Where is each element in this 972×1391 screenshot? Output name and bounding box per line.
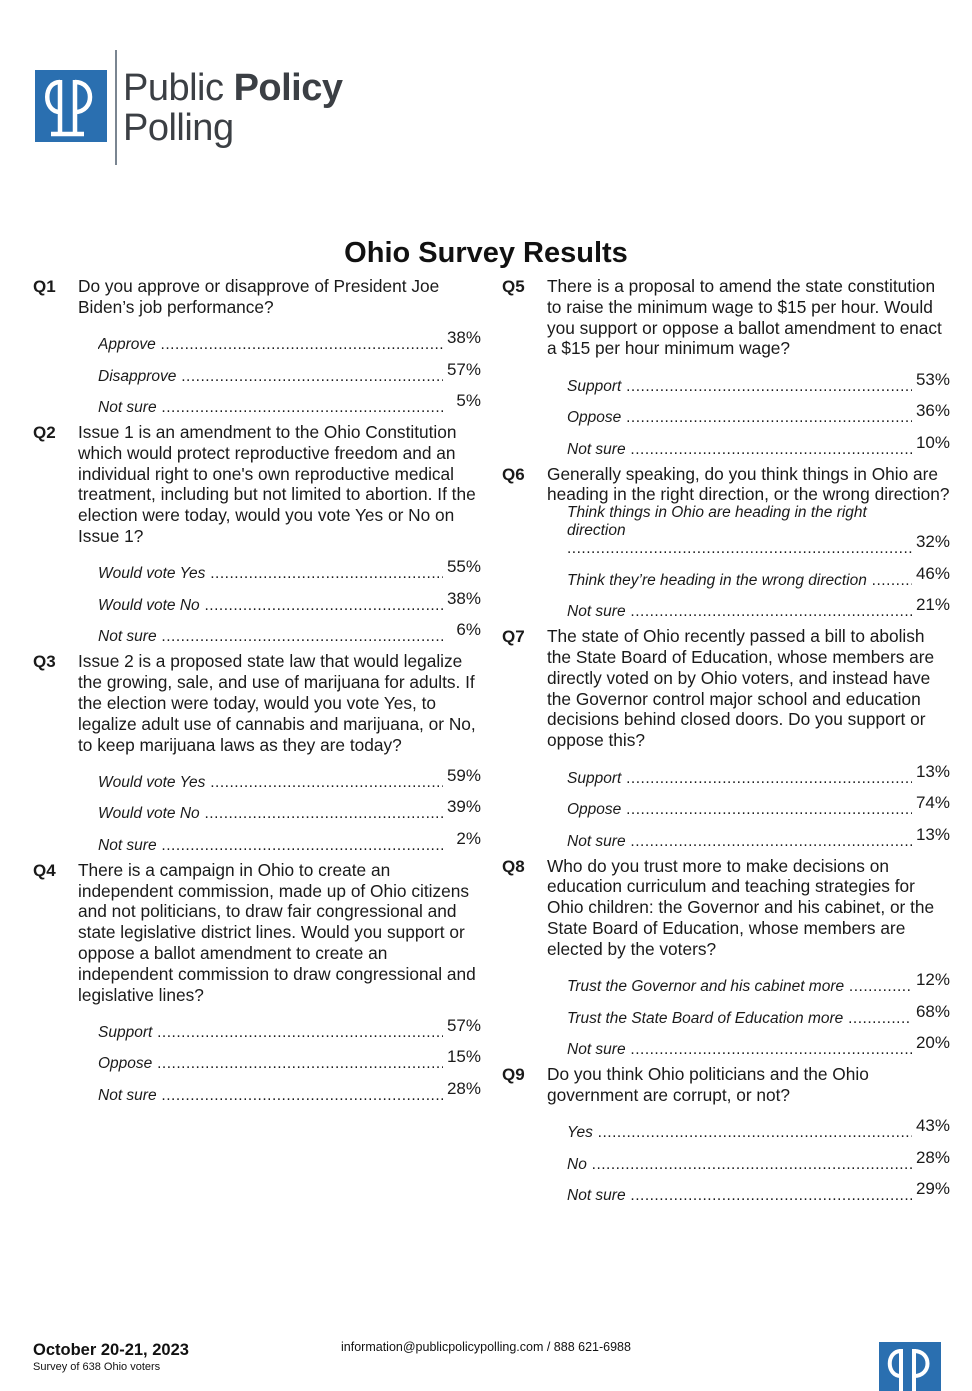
answer-value: 12% bbox=[915, 970, 950, 990]
question-number: Q1 bbox=[33, 277, 56, 296]
question-number: Q6 bbox=[502, 464, 525, 484]
ppp-logo-mark-icon bbox=[35, 70, 107, 142]
answer-row bbox=[567, 397, 950, 429]
answer-row bbox=[98, 793, 481, 825]
answer-value: 38% bbox=[446, 328, 481, 348]
answer-row bbox=[567, 997, 950, 1029]
answer-row bbox=[98, 761, 481, 793]
answer-row bbox=[98, 387, 481, 419]
answer-list bbox=[567, 1112, 950, 1207]
answer-value: 28% bbox=[446, 1078, 481, 1098]
question-number: Q7 bbox=[502, 627, 525, 647]
answer-list bbox=[567, 966, 950, 1061]
question-q7 bbox=[502, 626, 950, 851]
answer-row bbox=[98, 1043, 481, 1075]
answer-row bbox=[567, 1175, 950, 1207]
answer-value: 10% bbox=[915, 432, 950, 452]
answer-row bbox=[567, 1029, 950, 1061]
answer-row bbox=[567, 591, 950, 623]
answer-row bbox=[98, 1011, 481, 1043]
question-number: Q3 bbox=[33, 652, 56, 672]
answer-row bbox=[567, 559, 950, 591]
question-text: There is a proposal to amend the state constitution to raise the minimum wage to $15 per hour. Would you support or oppose a ballot amendment to enact a $15 per hour minimum wage? bbox=[547, 276, 942, 359]
answer-value: 20% bbox=[915, 1033, 950, 1053]
logo-wordmark bbox=[123, 68, 343, 148]
question-text: Do you think Ohio politicians and the Ohio government are corrupt, or not? bbox=[547, 1064, 869, 1105]
answer-row bbox=[567, 504, 950, 559]
answer-list bbox=[567, 504, 950, 622]
answer-value: 5% bbox=[456, 391, 481, 411]
question-q6 bbox=[502, 464, 950, 623]
question-text: Generally speaking, do you think things in Ohio are heading in the right direction, or the wrong direction? bbox=[547, 463, 950, 505]
question-number: Q4 bbox=[33, 860, 56, 880]
answer-label: Would vote Yes ..... bbox=[98, 774, 443, 793]
ppp-logo bbox=[35, 50, 365, 170]
answer-label: Approve ..... bbox=[98, 336, 443, 355]
answer-value: 6% bbox=[456, 620, 481, 640]
answer-row bbox=[98, 355, 481, 387]
left-column bbox=[33, 276, 481, 1110]
answer-label: Support ..... bbox=[98, 1024, 443, 1043]
question-number: Q5 bbox=[502, 277, 525, 296]
answer-label: Oppose ..... bbox=[567, 801, 912, 820]
answer-label: Think things in Ohio are heading in the right direction ..... bbox=[567, 504, 912, 559]
page-title: Ohio Survey Results bbox=[344, 237, 628, 269]
answer-label: Not sure ..... bbox=[567, 603, 912, 622]
answer-value: 59% bbox=[446, 765, 481, 785]
answer-label: Not sure ..... bbox=[98, 1087, 443, 1106]
answer-value: 38% bbox=[446, 588, 481, 608]
answer-value: 15% bbox=[446, 1047, 481, 1067]
logo-word-polling: Polling bbox=[123, 107, 234, 149]
answer-label: No ..... bbox=[567, 1156, 912, 1175]
answer-list bbox=[98, 761, 481, 856]
logo-word-policy: Policy bbox=[233, 67, 343, 109]
answer-row bbox=[567, 428, 950, 460]
answer-list bbox=[98, 553, 481, 648]
question-q9 bbox=[502, 1064, 950, 1206]
question-q8 bbox=[502, 856, 950, 1060]
answer-value: 21% bbox=[915, 595, 950, 615]
footer-logo-mark-icon bbox=[879, 1342, 941, 1391]
footer-contact[interactable]: information@publicpolicypolling.com / 888 621-6988 bbox=[341, 1340, 631, 1354]
answer-value: 13% bbox=[915, 824, 950, 844]
question-q1 bbox=[33, 276, 481, 418]
answer-label: Support ..... bbox=[567, 770, 912, 789]
answer-value: 46% bbox=[915, 563, 950, 583]
question-text: There is a campaign in Ohio to create an independent commission, made up of Ohio citizens and not politicians, to draw fair congressional and state legislative district lines. Would you support or oppose a ballot amendment to create an independent commission to draw congressional and legislative lines? bbox=[78, 859, 476, 1005]
answer-label: Disapprove ..... bbox=[98, 368, 443, 387]
answer-value: 57% bbox=[446, 359, 481, 379]
answer-value: 57% bbox=[446, 1015, 481, 1035]
answer-label: Not sure ..... bbox=[98, 399, 443, 418]
answer-label: Trust the Governor and his cabinet more ..... bbox=[567, 978, 912, 997]
answer-row bbox=[567, 757, 950, 789]
answer-row bbox=[98, 324, 481, 356]
answer-label: Oppose ..... bbox=[98, 1055, 443, 1074]
answer-label: Think they’re heading in the wrong direction ..... bbox=[567, 572, 912, 591]
answer-value: 68% bbox=[915, 1001, 950, 1021]
answer-label: Oppose ..... bbox=[567, 409, 912, 428]
answer-label: Not sure ..... bbox=[567, 833, 912, 852]
answer-label: Not sure ..... bbox=[98, 628, 443, 647]
answer-value: 28% bbox=[915, 1147, 950, 1167]
answer-value: 2% bbox=[456, 828, 481, 848]
question-number: Q9 bbox=[502, 1065, 525, 1085]
answer-row bbox=[567, 1143, 950, 1175]
answer-list bbox=[98, 1011, 481, 1106]
answer-label: Not sure ..... bbox=[567, 1187, 912, 1206]
logo-word-public: Public bbox=[123, 67, 224, 109]
footer-survey-size: Survey of 638 Ohio voters bbox=[33, 1361, 161, 1373]
answer-value: 53% bbox=[915, 369, 950, 389]
answer-row bbox=[98, 553, 481, 585]
answer-row bbox=[567, 1112, 950, 1144]
answer-label: Support ..... bbox=[567, 378, 912, 397]
answer-value: 13% bbox=[915, 761, 950, 781]
question-number: Q2 bbox=[33, 423, 56, 443]
answer-value: 29% bbox=[915, 1179, 950, 1199]
answer-row bbox=[98, 824, 481, 856]
answer-value: 39% bbox=[446, 797, 481, 817]
answer-row bbox=[98, 584, 481, 616]
question-text: The state of Ohio recently passed a bill to abolish the State Board of Education, whose members are directly voted on by Ohio voters, and instead have the Governor control major school and education decisions behind closed doors. Do you support or oppose this? bbox=[547, 626, 935, 751]
logo-divider bbox=[115, 50, 117, 165]
answer-row bbox=[567, 966, 950, 998]
answer-label: Trust the State Board of Education more ..... bbox=[567, 1010, 912, 1029]
answer-value: 36% bbox=[915, 401, 950, 421]
question-q4 bbox=[33, 860, 481, 1106]
answer-row bbox=[567, 820, 950, 852]
answer-label: Not sure ..... bbox=[567, 1041, 912, 1060]
answer-label: Not sure ..... bbox=[98, 837, 443, 856]
question-q5 bbox=[502, 276, 950, 460]
right-column bbox=[502, 276, 950, 1210]
question-q2 bbox=[33, 422, 481, 647]
answer-label: Yes ..... bbox=[567, 1124, 912, 1143]
answer-value: 32% bbox=[915, 532, 950, 552]
answer-label: Not sure ..... bbox=[567, 441, 912, 460]
footer-date: October 20-21, 2023 bbox=[33, 1341, 189, 1359]
answer-label: Would vote No ..... bbox=[98, 597, 443, 616]
answer-row bbox=[567, 365, 950, 397]
answer-value: 55% bbox=[446, 557, 481, 577]
answer-row bbox=[567, 789, 950, 821]
question-number: Q8 bbox=[502, 856, 525, 876]
answer-list bbox=[98, 324, 481, 419]
question-text: Who do you trust more to make decisions on education curriculum and teaching strategies for Ohio children: the Governor and his cabinet, or the State Board of Education, whose members are elected by the voters? bbox=[547, 855, 935, 959]
question-text: Issue 1 is an amendment to the Ohio Constitution which would protect reproductive freedom and an individual right to one's own reproductive medical treatment, including but not limited to abortion. If the election were today, would you vote Yes or No on Issue 1? bbox=[78, 422, 476, 547]
question-q3 bbox=[33, 651, 481, 855]
answer-label: Would vote Yes ..... bbox=[98, 565, 443, 584]
answer-list bbox=[567, 365, 950, 460]
answer-value: 74% bbox=[915, 793, 950, 813]
answer-row bbox=[98, 1074, 481, 1106]
answer-value: 43% bbox=[915, 1116, 950, 1136]
answer-label: Would vote No ..... bbox=[98, 805, 443, 824]
answer-list bbox=[567, 757, 950, 852]
answer-row bbox=[98, 616, 481, 648]
question-text: Issue 2 is a proposed state law that would legalize the growing, sale, and use of marijuana for adults. If the election were today, would you vote Yes, to legalize adult use of cannabis and marijuana, or No, to keep marijuana laws as they are today? bbox=[78, 651, 476, 755]
question-text: Do you approve or disapprove of President Joe Biden’s job performance? bbox=[78, 276, 440, 317]
